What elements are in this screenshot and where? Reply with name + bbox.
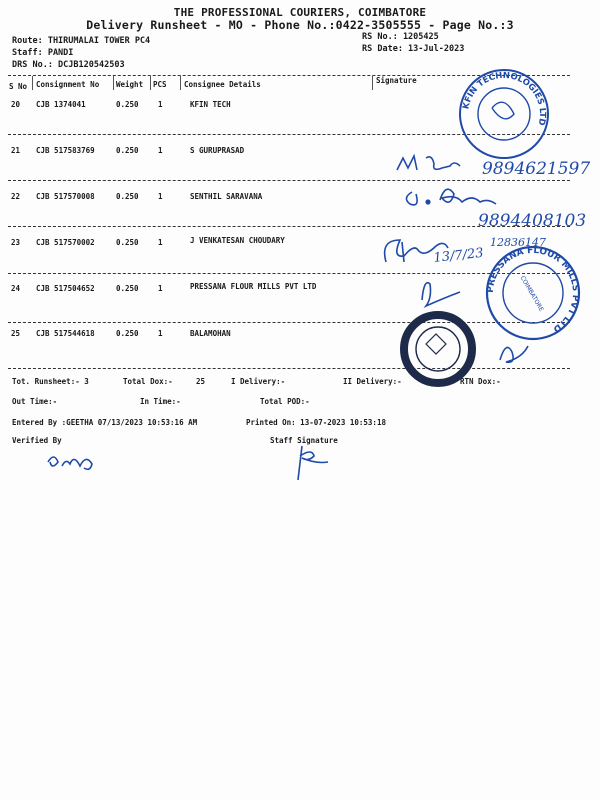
- signature-row21: [397, 156, 460, 170]
- pressana-stamp-inner: COIMBATORE: [518, 274, 545, 313]
- row-sno: 24: [11, 284, 21, 293]
- in-time: In Time:-: [140, 397, 181, 406]
- row-consignment: CJB 517570008: [36, 192, 95, 201]
- row-consignment: CJB 517583769: [36, 146, 95, 155]
- pressana-stamp: [486, 246, 580, 339]
- handwritten-number: 12836147: [490, 236, 546, 249]
- total-pod: Total POD:-: [260, 397, 310, 406]
- row-consignee: PRESSANA FLOUR MILLS PVT LTD: [190, 282, 317, 291]
- signature-row24: [422, 283, 460, 306]
- col-header-consignee: Consignee Details: [184, 80, 261, 89]
- row-weight: 0.250: [116, 238, 139, 247]
- row-pcs: 1: [158, 100, 163, 109]
- rtn-dox: RTN Dox:-: [460, 377, 501, 386]
- company-title: THE PROFESSIONAL COURIERS, COIMBATORE: [173, 6, 427, 19]
- kfin-stamp-text: KFIN TECHNOLOGIES LTD: [461, 70, 548, 127]
- row-weight: 0.250: [116, 100, 139, 109]
- ii-delivery: II Delivery:-: [343, 377, 402, 386]
- signature-row22: [406, 189, 496, 205]
- row-consignment: CJB 517570002: [36, 238, 95, 247]
- row-pcs: 1: [158, 329, 163, 338]
- col-header-sno: S No: [9, 82, 28, 91]
- staff-signature-mark: [298, 446, 328, 480]
- delivery-seal: [404, 315, 472, 383]
- route-label: Route: THIRUMALAI TOWER PC4: [12, 36, 151, 46]
- col-header-weight: Weight: [116, 80, 144, 89]
- row-consignee: J VENKATESAN CHOUDARY: [190, 236, 285, 245]
- row-sno: 20: [11, 100, 21, 109]
- row-consignee: SENTHIL SARAVANA: [190, 192, 263, 201]
- rs-number: RS No.: 1205425: [362, 32, 439, 42]
- signature-row25: [500, 346, 528, 362]
- row-sno: 22: [11, 192, 21, 201]
- svg-text:KFIN TECHNOLOGIES LTD: [461, 71, 547, 126]
- row-weight: 0.250: [116, 329, 139, 338]
- staff-signature-label: Staff Signature: [270, 436, 338, 445]
- row-weight: 0.250: [116, 192, 139, 201]
- row-pcs: 1: [158, 192, 163, 201]
- row-pcs: 1: [158, 146, 163, 155]
- row-pcs: 1: [158, 238, 163, 247]
- col-header-pcs: PCS: [153, 80, 167, 89]
- verified-by: Verified By: [12, 436, 62, 445]
- pressana-stamp-text: PRESSANA FLOUR MILLS PVT LTD: [485, 245, 581, 334]
- kfin-stamp: [460, 70, 548, 158]
- row-consignee: BALAMOHAN: [190, 329, 231, 338]
- tot-runsheet: Tot. Runsheet:- 3: [12, 377, 89, 386]
- row-consignment: CJB 517504652: [36, 284, 95, 293]
- printed-on: Printed On: 13-07-2023 10:53:18: [246, 418, 386, 427]
- row-sno: 21: [11, 146, 21, 155]
- col-header-signature: Signature: [376, 76, 417, 85]
- total-dox-label: Total Dox:-: [123, 377, 173, 386]
- row-sno: 25: [11, 329, 21, 338]
- rs-date: RS Date: 13-Jul-2023: [362, 44, 465, 54]
- row-consignee: KFIN TECH: [190, 100, 231, 109]
- row-sno: 23: [11, 238, 21, 247]
- verified-by-signature: [48, 457, 92, 469]
- row-consignment: CJB 517544618: [36, 329, 95, 338]
- drs-number: DRS No.: DCJB120542503: [12, 60, 125, 70]
- runsheet-subtitle: Delivery Runsheet - MO - Phone No.:0422-3505555 - Page No.:3: [86, 18, 514, 32]
- col-header-consignment: Consignment No: [36, 80, 100, 89]
- out-time: Out Time:-: [12, 397, 58, 406]
- row-consignment: CJB 1374041: [36, 100, 86, 109]
- i-delivery: I Delivery:-: [231, 377, 286, 386]
- row-pcs: 1: [158, 284, 163, 293]
- row-weight: 0.250: [116, 284, 139, 293]
- row-weight: 0.250: [116, 146, 139, 155]
- staff-label: Staff: PANDI: [12, 48, 74, 58]
- entered-by: Entered By :GEETHA 07/13/2023 10:53:16 AM: [12, 418, 198, 427]
- row-consignee: S GURUPRASAD: [190, 146, 245, 155]
- handwritten-phone-2: 9894408103: [478, 211, 587, 231]
- handwritten-phone-1: 9894621597: [482, 159, 591, 179]
- total-dox-value: 25: [196, 377, 206, 386]
- handwritten-date: 13/7/23: [432, 245, 485, 266]
